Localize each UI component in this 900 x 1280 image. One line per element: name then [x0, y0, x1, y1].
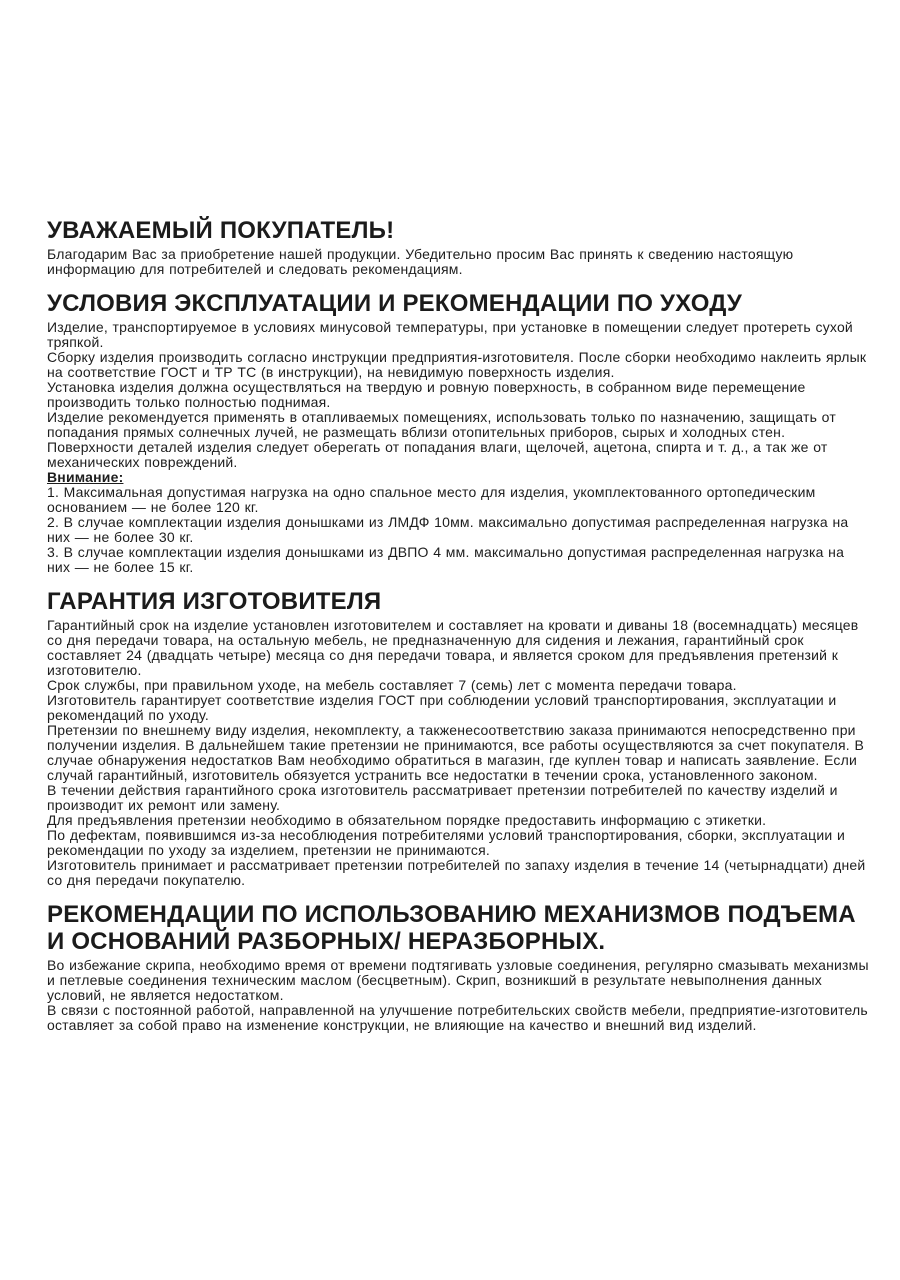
care-paragraph-surfaces: Поверхности деталей изделия следует оберегать от попадания влаги, щелочей, ацетона, спирта и т. д., а так же от механических повреждений.	[47, 439, 828, 470]
load-limit-item-3: 3. В случае комплектации изделия донышками из ДВПО 4 мм. максимально допустимая распределенная нагрузка на них — не более 15 кг.	[47, 544, 845, 575]
section-greeting	[47, 217, 870, 277]
warranty-paragraph-claims: Претензии по внешнему виду изделия, некомплекту, а такженесоответствию заказа принимаются непосредственно при получении изделия. В дальнейшем такие претензии не принимаются, все работы осуществляются за счет покупателя. В случае обнаружения недостатков Вам необходимо обратиться в магазин, где куплен товар и написать заявление. Если случай гарантийный, изготовитель обязуется устранить все недостатки в течении срока, установленного законом.	[47, 722, 865, 783]
mechanisms-heading-line-2: И ОСНОВАНИЙ РАЗБОРНЫХ/ НЕРАЗБОРНЫХ.	[47, 928, 606, 955]
care-paragraph-installation: Установка изделия должна осуществляться на твердую и ровную поверхность, в собранном виде перемещение производить только полностью поднимая.	[47, 379, 806, 410]
mechanisms-heading-line-1: РЕКОМЕНДАЦИИ ПО ИСПОЛЬЗОВАНИЮ МЕХАНИЗМОВ ПОДЪЕМА	[47, 901, 856, 928]
warranty-paragraph-gost: Изготовитель гарантирует соответствие изделия ГОСТ при соблюдении условий транспортирования, эксплуатации и рекомендаций по уходу.	[47, 692, 837, 723]
greeting-heading: УВАЖАЕМЫЙ ПОКУПАТЕЛЬ!	[47, 217, 395, 244]
mechanisms-heading	[47, 901, 870, 955]
load-limit-item-2: 2. В случае комплектации изделия донышками из ЛМДФ 10мм. максимально допустимая распределенная нагрузка на них — не более 30 кг.	[47, 514, 849, 545]
load-limit-item-1: 1. Максимальная допустимая нагрузка на одно спальное место для изделия, укомплектованного ортопедическим основанием — не более 120 кг.	[47, 484, 816, 515]
care-paragraph-assembly: Сборку изделия производить согласно инструкции предприятия-изготовителя. После сборки необходимо наклеить ярлык на соответствие ГОСТ и ТР ТС (в инструкции), на невидимую поверхность изделия.	[47, 349, 867, 380]
warranty-heading: ГАРАНТИЯ ИЗГОТОВИТЕЛЯ	[47, 588, 382, 615]
mechanisms-paragraph-design-changes: В связи с постоянной работой, направленной на улучшение потребительских свойств мебели, предприятие-изготовитель оставляет за собой право на изменение конструкции, не влияющие на качество и внешний вид изделий.	[47, 1002, 868, 1033]
care-paragraph-transport: Изделие, транспортируемое в условиях минусовой температуры, при установке в помещении следует протереть сухой тряпкой.	[47, 319, 853, 350]
greeting-paragraph: Благодарим Вас за приобретение нашей продукции. Убедительно просим Вас принять к сведению настоящую информацию для потребителей и следовать рекомендациям.	[47, 246, 794, 277]
warranty-paragraph-defects: По дефектам, появившимся из-за несоблюдения потребителями условий транспортирования, сборки, эксплуатации и рекомендации по уходу за изделием, претензии не принимаются.	[47, 827, 845, 858]
warranty-paragraph-smell: Изготовитель принимает и рассматривает претензии потребителей по запаху изделия в течение 14 (четырнадцати) дней со дня передачи покупателю.	[47, 857, 866, 888]
care-conditions-heading: УСЛОВИЯ ЭКСПЛУАТАЦИИ И РЕКОМЕНДАЦИИ ПО УХОДУ	[47, 290, 743, 317]
section-mechanisms	[47, 901, 870, 1033]
warranty-paragraph-term: Гарантийный срок на изделие установлен изготовителем и составляет на кровати и диваны 18 (восемнадцать) месяцев со дня передачи товара, на остальную мебель, не предназначенную для сидения и лежания, гарантийный срок составляет 24 (двадцать четыре) месяца со дня передачи товара, и является сроком для предъявления претензий к изготовителю.	[47, 617, 859, 678]
warranty-paragraph-label-info: Для предъявления претензии необходимо в обязательном порядке предоставить информацию с этикетки.	[47, 812, 767, 828]
mechanisms-paragraph-squeak: Во избежание скрипа, необходимо время от времени подтягивать узловые соединения, регулярно смазывать механизмы и петлевые соединения техническим маслом (бесцветным). Скрип, возникший в результате невыполнения данных условий, не является недостатком.	[47, 957, 869, 1003]
section-care-conditions	[47, 290, 870, 575]
section-warranty	[47, 588, 870, 888]
attention-label: Внимание:	[47, 469, 124, 485]
care-paragraph-usage: Изделие рекомендуется применять в отапливаемых помещениях, использовать только по назначению, защищать от попадания прямых солнечных лучей, не размещать вблизи отопительных приборов, сырых и холодных стен.	[47, 409, 836, 440]
warranty-paragraph-repair: В течении действия гарантийного срока изготовитель рассматривает претензии потребителей по качеству изделий и производит их ремонт или замену.	[47, 782, 838, 813]
warranty-paragraph-service-life: Срок службы, при правильном уходе, на мебель составляет 7 (семь) лет с момента передачи товара.	[47, 677, 737, 693]
